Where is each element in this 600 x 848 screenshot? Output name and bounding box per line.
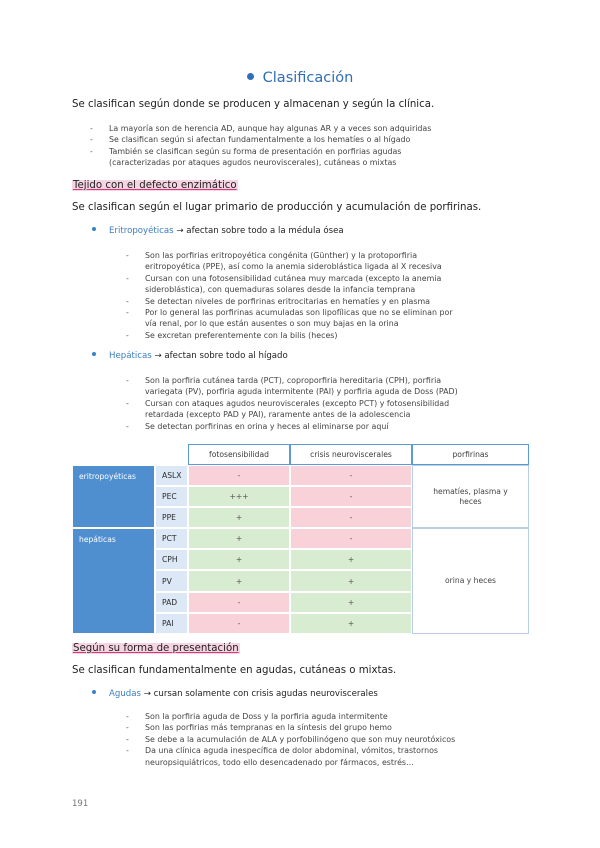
cell-crisis: - <box>290 507 412 528</box>
cell-fotosensibilidad: +++ <box>188 486 290 507</box>
eritro-item-continued: sideroblástica), con quemaduras solares desde la infancia temprana <box>145 285 416 295</box>
hepat-list <box>126 375 458 432</box>
cell-crisis: - <box>290 486 412 507</box>
hepat-name: Hepáticas <box>109 351 152 361</box>
porfirias-table <box>72 444 529 634</box>
hepat-item-continued: retardada (excepto PAD y PAI), raramente antes de la adolescencia <box>145 410 411 420</box>
eritro-item: - Cursan con una fotosensibilidad cutánea muy marcada (excepto la anemia <box>126 273 453 284</box>
section1-paragraph: Se clasifican según el lugar primario de producción y acumulación de porfirinas. <box>72 202 482 213</box>
cell-porfirinas-hepat: orina y heces <box>412 528 529 634</box>
hepat-item: - Son la porfiria cutánea tarda (PCT), coproporfiria hereditaria (CPH), porfiria <box>126 375 458 386</box>
intro-item: - La mayoría son de herencia AD, aunque hay algunas AR y a veces son adquiridas <box>90 123 431 134</box>
cell-fotosensibilidad: - <box>188 613 290 634</box>
eritro-list <box>126 250 453 341</box>
title-text: Clasificación <box>262 70 354 86</box>
bullet-agudas <box>92 689 378 699</box>
header-crisis: crisis neuroviscerales <box>290 444 412 465</box>
cell-crisis: + <box>290 570 412 592</box>
row-name: PAI <box>155 613 188 634</box>
eritro-name: Eritropoyéticas <box>109 226 174 236</box>
cell-fotosensibilidad: + <box>188 570 290 592</box>
intro-list <box>90 123 431 169</box>
section-heading-presentacion: Según su forma de presentación <box>73 643 239 654</box>
row-name: ASLX <box>155 465 188 486</box>
eritro-item-continued: eritropoyética (PPE), así como la anemia sideroblástica ligada al X recesiva <box>145 262 442 272</box>
cell-fotosensibilidad: + <box>188 528 290 549</box>
cell-crisis: + <box>290 613 412 634</box>
row-name: PV <box>155 570 188 592</box>
agudas-item: - Son la porfiria aguda de Doss y la porfiria aguda intermitente <box>126 711 455 722</box>
agudas-item: - Da una clínica aguda inespecífica de dolor abdominal, vómitos, trastornos <box>126 745 455 756</box>
agudas-list <box>126 711 455 768</box>
agudas-name: Agudas <box>109 689 141 699</box>
cell-porfirinas-eritro: hematíes, plasma y heces <box>412 465 529 528</box>
bullet-dot-icon <box>247 73 254 80</box>
intro-item-continued: (caracterizadas por ataques agudos neuroviscerales), cutáneas o mixtas <box>109 158 397 168</box>
row-name: CPH <box>155 549 188 570</box>
intro-paragraph: Se clasifican según donde se producen y almacenan y según la clínica. <box>72 99 435 110</box>
intro-item: - También se clasifican según su forma de presentación en porfirias agudas <box>90 146 431 157</box>
eritro-item-continued: vía renal, por lo que están ausentes o son muy bajas en la orina <box>145 319 399 329</box>
section-heading-tejido: Tejido con el defecto enzimático <box>73 180 237 191</box>
cell-crisis: - <box>290 528 412 549</box>
cell-fotosensibilidad: + <box>188 549 290 570</box>
bullet-icon <box>92 690 96 694</box>
row-name: PCT <box>155 528 188 549</box>
eritro-item: - Por lo general las porfirinas acumuladas son lipofílicas que no se eliminan por <box>126 307 453 318</box>
bullet-icon <box>92 227 96 231</box>
row-name: PAD <box>155 592 188 613</box>
eritro-item: - Se excretan preferentemente con la bilis (heces) <box>126 330 453 341</box>
group-hepaticas: hepáticas <box>72 528 155 634</box>
cell-fotosensibilidad: - <box>188 465 290 486</box>
agudas-item: - Son las porfirias más tempranas en la síntesis del grupo hemo <box>126 722 455 733</box>
header-porfirinas: porfirinas <box>412 444 529 465</box>
hepat-item: - Se detectan porfirinas en orina y heces al eliminarse por aquí <box>126 421 458 432</box>
cell-crisis: + <box>290 592 412 613</box>
hepat-item-continued: variegata (PV), porfiria aguda intermitente (PAI) y porfiria aguda de Doss (PAD) <box>145 387 458 397</box>
row-name: PEC <box>155 486 188 507</box>
eritro-item: - Son las porfirias eritropoyética congénita (Günther) y la protoporfiria <box>126 250 453 261</box>
bullet-hepaticas <box>92 351 288 361</box>
section-title <box>0 70 600 86</box>
eritro-item: - Se detectan niveles de porfirinas eritrocitarias en hematíes y en plasma <box>126 296 453 307</box>
header-fotosensibilidad: fotosensibilidad <box>188 444 290 465</box>
row-name: PPE <box>155 507 188 528</box>
eritro-desc: → afectan sobre todo a la médula ósea <box>176 226 344 236</box>
hepat-item: - Cursan con ataques agudos neuroviscerales (excepto PCT) y fotosensibilidad <box>126 398 458 409</box>
agudas-desc: → cursan solamente con crisis agudas neuroviscerales <box>143 689 378 699</box>
page-number: 191 <box>72 799 89 809</box>
cell-crisis: - <box>290 465 412 486</box>
agudas-item-continued: neuropsiquiátricos, todo ello desencadenado por fármacos, estrés… <box>145 757 414 767</box>
cell-fotosensibilidad: + <box>188 507 290 528</box>
bullet-eritropoyeticas <box>92 226 344 236</box>
cell-crisis: + <box>290 549 412 570</box>
bullet-icon <box>92 352 96 356</box>
agudas-item: - Se debe a la acumulación de ALA y porfobilinógeno que son muy neurotóxicos <box>126 734 455 745</box>
hepat-desc: → afectan sobre todo al hígado <box>154 351 288 361</box>
cell-fotosensibilidad: - <box>188 592 290 613</box>
section2-paragraph: Se clasifican fundamentalmente en agudas, cutáneas o mixtas. <box>72 665 397 676</box>
intro-item: - Se clasifican según si afectan fundamentalmente a los hematíes o al hígado <box>90 134 431 145</box>
group-eritropoyeticas: eritropoyéticas <box>72 465 155 528</box>
